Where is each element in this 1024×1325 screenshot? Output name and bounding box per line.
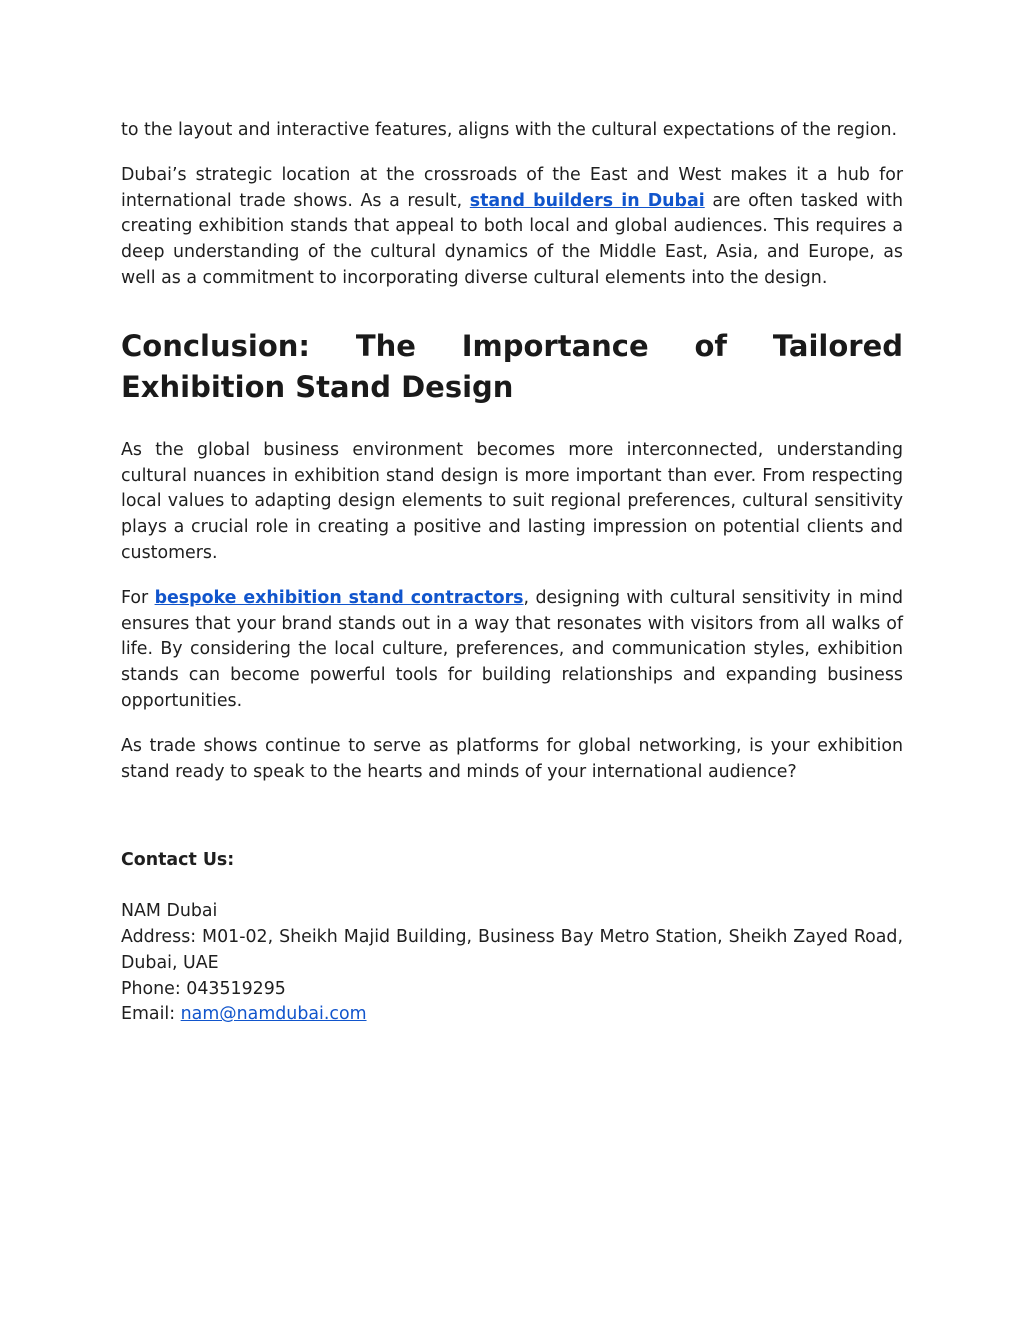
company-name: NAM Dubai: [121, 901, 218, 922]
paragraph-text: , designing with cultural sensitivity in mind ensures that your brand stands out in a way that resonates with visitors from all walks of life. By considering the local culture, preferences, and communication styles, exhibition stands can become powerful tools for building relationships and expanding business opportunities.: [121, 587, 903, 711]
paragraph-text: are often tasked with creating exhibition stands that appeal to both local and global audiences. This requires a deep understanding of the cultural dynamics of the Middle East, Asia, and Europe, as well as a commitment to incorporating diverse cultural elements into the design.: [121, 190, 904, 288]
company-phone: Phone: 043519295: [121, 978, 286, 999]
paragraph-text: Dubai’s strategic location at the crossroads of the East and West makes it a hub for international trade shows. As a result,: [121, 164, 903, 211]
contact-section: [121, 848, 903, 1028]
bespoke-contractors-link[interactable]: bespoke exhibition stand contractors: [154, 587, 524, 608]
paragraph-intro-continued: to the layout and interactive features, aligns with the cultural expectations of the region.: [121, 120, 898, 140]
section-heading-conclusion: [121, 326, 903, 408]
paragraph-bespoke-contractors: [121, 586, 903, 715]
paragraph-global-environment: As the global business environment becomes more interconnected, understanding cultural nuances in exhibition stand design is more important than ever. From respecting local values to adapting design elements to suit regional preferences, cultural sensitivity plays a crucial role in creating a positive and lasting impression on potential clients and customers.: [121, 439, 903, 563]
paragraph-trade-shows-question: As trade shows continue to serve as platforms for global networking, is your exhibition stand ready to speak to the hearts and minds of your international audience?: [121, 735, 903, 782]
stand-builders-link[interactable]: stand builders in Dubai: [469, 190, 705, 211]
paragraph-dubai-location: [121, 163, 903, 292]
company-email-line: [121, 1002, 903, 1028]
email-label: Email:: [121, 1004, 181, 1025]
company-address: Address: M01-02, Sheikh Majid Building, Business Bay Metro Station, Sheikh Zayed Road, Dubai, UAE: [121, 926, 903, 973]
heading-line-1: Conclusion: The Importance of Tailored: [121, 328, 903, 363]
email-link[interactable]: nam@namdubai.com: [180, 1004, 367, 1025]
document-page: [121, 118, 903, 1028]
paragraph-text: For: [121, 587, 155, 608]
heading-line-2: Exhibition Stand Design: [121, 369, 514, 404]
contact-heading: Contact Us:: [121, 850, 235, 871]
